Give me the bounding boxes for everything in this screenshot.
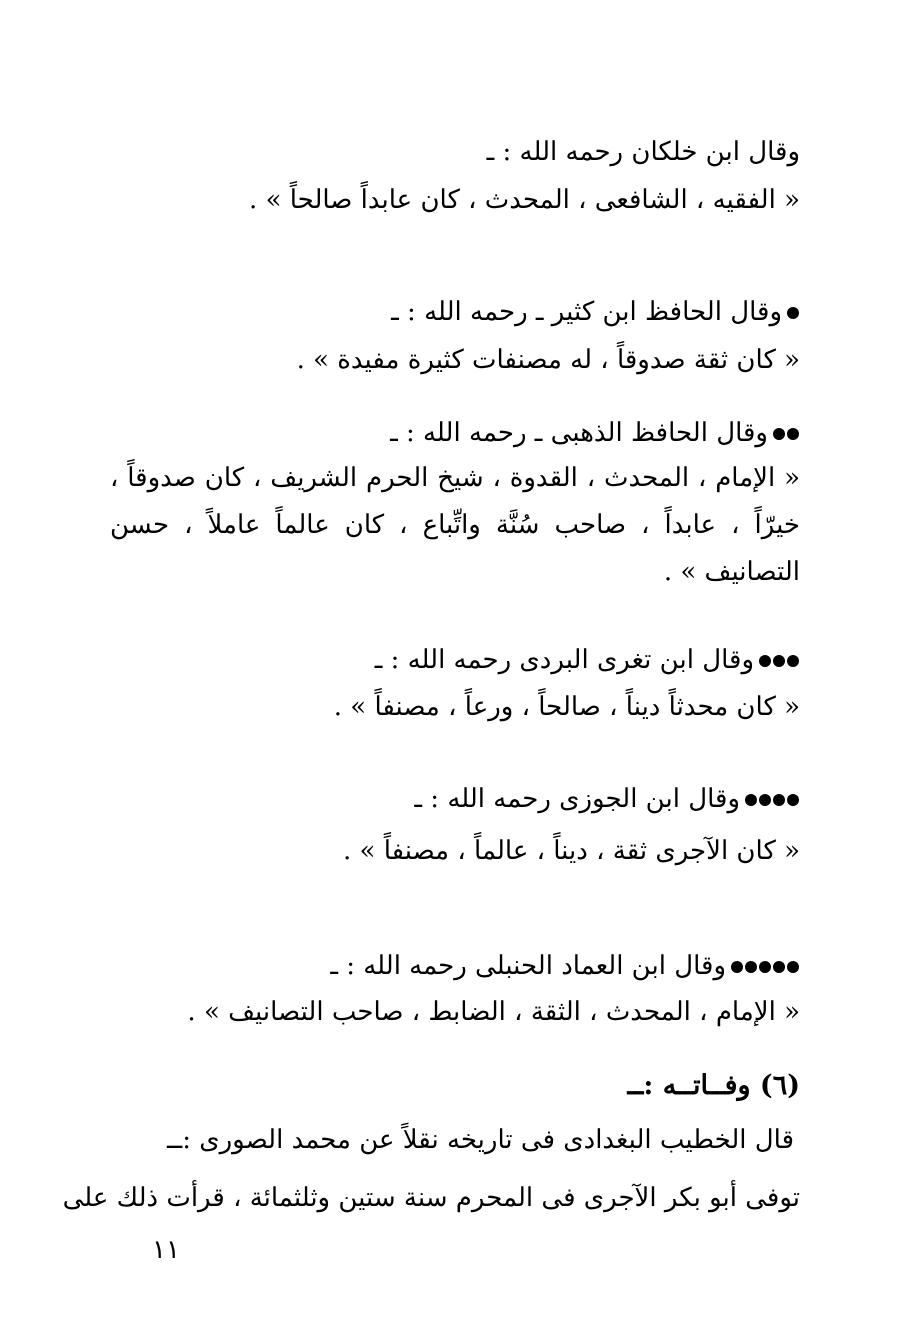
section-heading-death: (٦) وفــاتــه :ــ: [627, 1070, 800, 1101]
section-3-quote-line-1: « الإمام ، المحدث ، القدوة ، شيخ الحرم الشريف ، كان صدوقاً ،: [110, 463, 800, 493]
section-2-intro-text: وقال الحافظ ابن كثير ـ رحمه الله : ـ: [391, 297, 782, 327]
bullet-dot-icon: [759, 655, 771, 667]
section-1-intro-text: وقال ابن خلكان رحمه الله : ـ: [486, 137, 800, 167]
bullet-dot-icon: [745, 794, 757, 806]
section-4-quote-line-1: « كان محدثاً ديناً ، صالحاً ، ورعاً ، مصنفاً » .: [333, 692, 800, 722]
bullet-dot-icon: [759, 794, 771, 806]
section-1-quote-line-1: « الفقيه ، الشافعى ، المحدث ، كان عابداً صالحاً » .: [249, 185, 800, 215]
section-6-intro-text: وقال ابن العماد الحنبلى رحمه الله : ـ: [330, 951, 726, 981]
section-3-quote-line-2: خيرّاً ، عابداً ، صاحب سُنَّة واتِّباع ، كان عالماً عاملاً ، حسن: [110, 510, 800, 540]
bullet-marker-group: [744, 779, 800, 819]
bullet-dot-icon: [773, 655, 785, 667]
section-5-quote-line-1: « كان الآجرى ثقة ، ديناً ، عالماً ، مصنفاً » .: [343, 836, 800, 866]
bullet-dot-icon: [787, 307, 799, 319]
bullet-dot-icon: [787, 794, 799, 806]
bullet-dot-icon: [759, 961, 771, 973]
section-5-intro-text: وقال ابن الجوزى رحمه الله : ـ: [414, 784, 740, 814]
bullet-marker-group: [772, 413, 800, 453]
bullet-dot-icon: [787, 428, 799, 440]
section-3-intro: [110, 413, 800, 453]
bullet-marker-group: [730, 946, 800, 986]
section-6-intro: [110, 946, 800, 986]
page-number: ١١: [152, 1235, 180, 1265]
body-line-1: قال الخطيب البغدادى فى تاريخه نقلاً عن محمد الصورى :ــ: [167, 1125, 794, 1155]
section-2-intro: [110, 292, 800, 332]
section-4-intro-text: وقال ابن تغرى البردى رحمه الله : ـ: [374, 645, 754, 675]
bullet-dot-icon: [787, 961, 799, 973]
section-5-intro: [110, 779, 800, 819]
section-3-intro-text: وقال الحافظ الذهبى ـ رحمه الله : ـ: [390, 418, 768, 448]
section-3-quote-line-3: التصانيف » .: [663, 557, 800, 587]
bullet-dot-icon: [745, 961, 757, 973]
section-4-intro: [110, 640, 800, 680]
bullet-dot-icon: [773, 428, 785, 440]
bullet-dot-icon: [773, 794, 785, 806]
bullet-dot-icon: [773, 961, 785, 973]
section-1-intro: [110, 132, 800, 172]
section-6-quote-line-1: « الإمام ، المحدث ، الثقة ، الضابط ، صاحب التصانيف » .: [187, 997, 800, 1027]
bullet-dot-icon: [787, 655, 799, 667]
body-line-2: توفى أبو بكر الآجرى فى المحرم سنة ستين وثلثمائة ، قرأت ذلك على: [62, 1183, 800, 1213]
bullet-dot-icon: [731, 961, 743, 973]
section-2-quote-line-1: « كان ثقة صدوقاً ، له مصنفات كثيرة مفيدة » .: [296, 345, 800, 375]
bullet-marker-group: [758, 640, 800, 680]
bullet-marker-group: [786, 292, 800, 332]
